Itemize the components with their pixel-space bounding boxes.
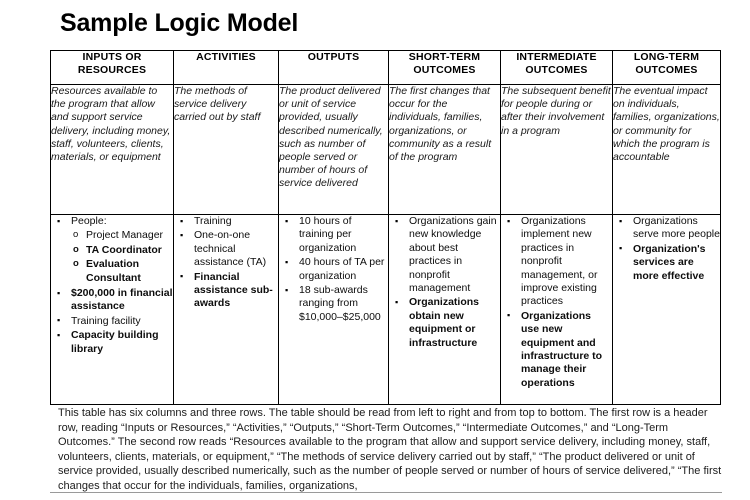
list-item xyxy=(613,215,720,242)
table-row-items xyxy=(51,215,721,405)
bullet-list-short-term-outcomes xyxy=(389,215,500,350)
item-text: TA Coordinator xyxy=(86,243,162,256)
column-header-outputs: OUTPUTS xyxy=(279,51,389,85)
column-header-intermediate-outcomes: INTERMEDIATE OUTCOMES xyxy=(501,51,613,85)
item-text: Training facility xyxy=(71,314,141,327)
item-text: 18 sub-awards ranging from $10,000–$25,000 xyxy=(299,284,381,323)
item-text: Organizations gain new knowledge about best practices in nonprofit management xyxy=(409,215,497,295)
item-text: One-on-one technical assistance (TA) xyxy=(194,229,267,269)
item-text: 40 hours of TA per organization xyxy=(299,256,385,282)
item-text: Financial assistance sub-awards xyxy=(194,270,273,310)
bullet-list-activities xyxy=(174,215,278,311)
list-item xyxy=(51,329,173,356)
items-inputs xyxy=(51,215,174,405)
list-item xyxy=(51,215,173,285)
sub-bullet-list-people xyxy=(71,229,173,285)
list-item xyxy=(613,243,720,283)
list-item xyxy=(174,271,278,311)
list-item xyxy=(174,215,278,228)
list-item xyxy=(51,315,173,328)
item-text: $200,000 in financial assistance xyxy=(71,287,173,313)
logic-model-table xyxy=(50,50,721,405)
list-item xyxy=(71,229,173,242)
list-item xyxy=(174,229,278,269)
table-row-descriptions xyxy=(51,85,721,215)
bullet-list-outputs xyxy=(279,215,388,324)
list-item xyxy=(71,244,173,257)
item-text: Organizations obtain new equipment or infrastructure xyxy=(409,296,480,349)
column-header-inputs: INPUTS OR RESOURCES xyxy=(51,51,174,85)
description-activities: The methods of service delivery carried out by staff xyxy=(174,85,279,215)
description-intermediate-outcomes: The subsequent benefit for people during or after their involvement in a program xyxy=(501,85,613,215)
description-outputs: The product delivered or unit of service provided, usually described numerically, such as number of people served or number of hours of service delivered xyxy=(279,85,389,215)
list-item xyxy=(389,215,500,295)
items-outputs xyxy=(279,215,389,405)
item-text: Organizations use new equipment and infrastructure to manage their operations xyxy=(521,309,603,389)
items-long-term-outcomes xyxy=(613,215,721,405)
items-activities xyxy=(174,215,279,405)
description-short-term-outcomes: The first changes that occur for the individuals, families, organizations, or community as a result of the program xyxy=(389,85,501,215)
bullet-list-intermediate-outcomes xyxy=(501,215,612,390)
list-item xyxy=(279,215,388,255)
item-text: Training xyxy=(194,215,232,227)
table-row-headers xyxy=(51,51,721,85)
bullet-list-long-term-outcomes xyxy=(613,215,720,283)
column-header-short-term-outcomes: SHORT-TERM OUTCOMES xyxy=(389,51,501,85)
list-item xyxy=(389,296,500,350)
item-text: Organizations serve more people xyxy=(633,215,720,241)
page-title: Sample Logic Model xyxy=(60,9,299,37)
item-text: Evaluation Consultant xyxy=(86,258,141,284)
item-text: Capacity building library xyxy=(71,329,159,355)
item-text: Organization's services are more effective xyxy=(633,242,706,282)
description-long-term-outcomes: The eventual impact on individuals, families, organizations, or community for which the program is accountable xyxy=(613,85,721,215)
description-inputs: Resources available to the program that allow and support service delivery, including money, staff, volunteers, clients, materials, or equipment xyxy=(51,85,174,215)
list-item xyxy=(51,287,173,314)
list-item xyxy=(71,258,173,285)
table-caption: This table has six columns and three rows. The table should be read from left to right and from top to bottom. The first row is a header row, reading “Inputs or Resources,” “Activities,” “Outputs,” “Short-Term Outcomes,” “Intermediate Outcomes,” and “Long-Term Outcomes.” The second row reads “Resources available to the program that allow and support service delivery, including money, staff, volunteers, clients, materials, or equipment,” “The methods of service delivery carried out by staff,” “The product delivered or unit of service provided, usually described numerically, such as the number of people served or number of hours of service delivered,” “The first changes that occur for the individuals, families, organizations, xyxy=(58,407,722,492)
list-item xyxy=(501,310,612,390)
column-header-long-term-outcomes: LONG-TERM OUTCOMES xyxy=(613,51,721,85)
footer-divider xyxy=(50,492,722,493)
item-text: People: xyxy=(71,215,107,227)
list-item xyxy=(501,215,612,309)
items-short-term-outcomes xyxy=(389,215,501,405)
item-text: Organizations implement new practices in nonprofit management, or improve existing practices xyxy=(521,215,598,308)
bullet-list-inputs xyxy=(51,215,173,356)
column-header-activities: ACTIVITIES xyxy=(174,51,279,85)
item-text: Project Manager xyxy=(86,229,164,242)
item-text: 10 hours of training per organization xyxy=(299,215,357,254)
items-intermediate-outcomes xyxy=(501,215,613,405)
list-item xyxy=(279,284,388,324)
list-item xyxy=(279,256,388,283)
